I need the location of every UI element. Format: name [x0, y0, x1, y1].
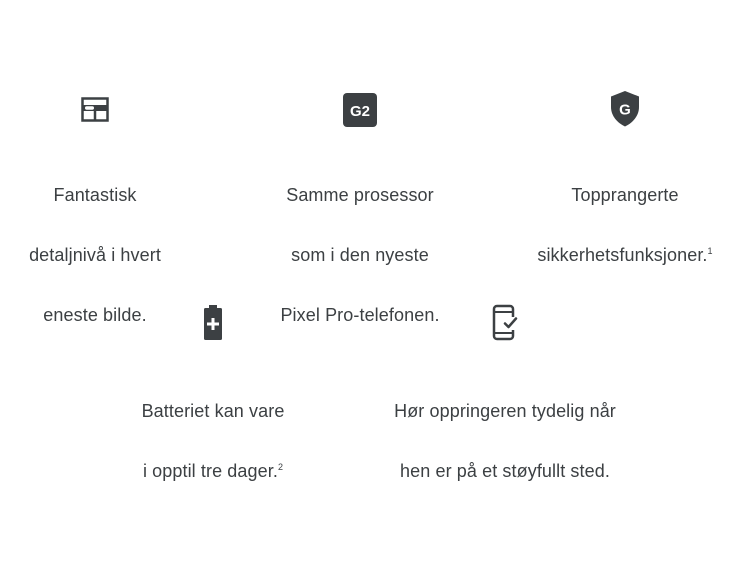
feature-text-line: detaljnivå i hvert: [29, 245, 161, 265]
footnote-marker: 1: [707, 246, 713, 256]
feature-text-line: Topprangerte: [571, 185, 679, 205]
google-shield-icon: [609, 90, 641, 133]
feature-text-line: Fantastisk: [53, 185, 137, 205]
feature-text-line: hen er på et støyfullt sted.: [400, 461, 610, 481]
feature-text-line: eneste bilde.: [43, 305, 147, 325]
feature-call-clarity: [370, 304, 640, 481]
feature-text-line: [118, 456, 308, 486]
feature-text-line: Batteriet kan vare: [141, 401, 285, 421]
feature-security: [520, 90, 730, 265]
feature-text-line: Samme prosessor: [286, 185, 434, 205]
feature-camera: [10, 90, 180, 325]
feature-battery: [118, 304, 308, 481]
g2-chip-icon: [342, 92, 378, 133]
shield-g-label: G: [619, 101, 631, 119]
camera-sensor-icon: [80, 95, 110, 130]
battery-plus-icon: [201, 304, 225, 347]
phone-check-icon: [489, 304, 521, 347]
feature-text-line: Pixel Pro-telefonen.: [280, 305, 440, 325]
feature-text-segment: i opptil tre dager.: [142, 461, 278, 481]
feature-text-line: som i den nyeste: [291, 245, 429, 265]
feature-processor: [250, 90, 470, 325]
feature-text-line: [520, 240, 730, 270]
footnote-marker: 2: [277, 462, 284, 472]
feature-text-segment: sikkerhetsfunksjoner.: [537, 245, 708, 265]
feature-text-line: Hør oppringeren tydelig når: [394, 401, 616, 421]
g2-chip-label: G2: [349, 103, 371, 120]
